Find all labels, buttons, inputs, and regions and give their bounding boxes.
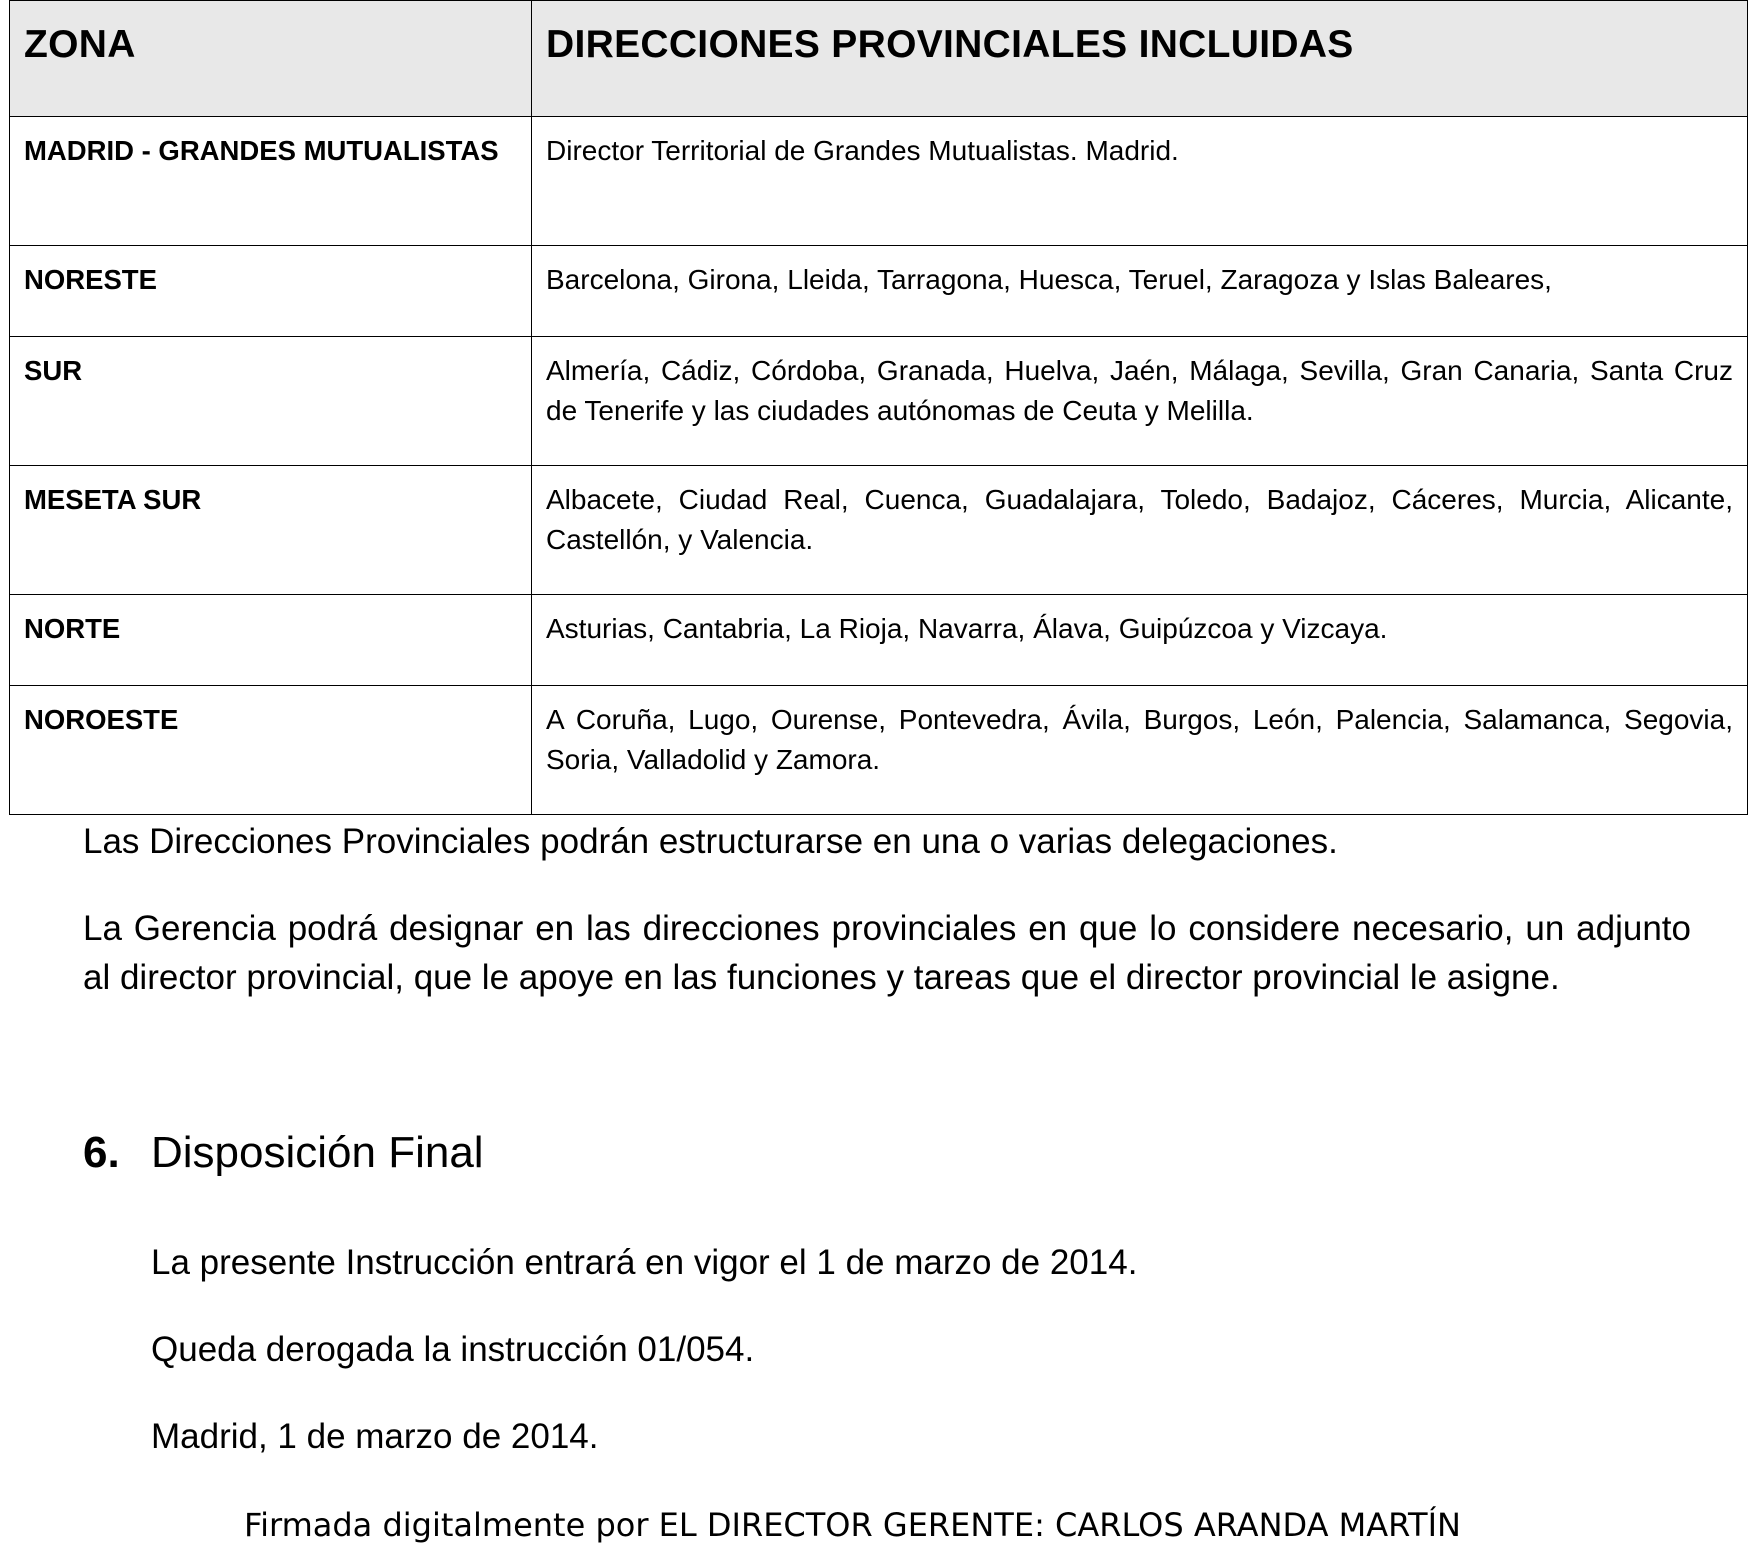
- section-number: 6.: [83, 1128, 120, 1177]
- zone-provinces: Asturias, Cantabria, La Rioja, Navarra, Álava, Guipúzcoa y Vizcaya.: [532, 595, 1748, 686]
- section-line-vigor: La presente Instrucción entrará en vigor el 1 de marzo de 2014.: [151, 1243, 1138, 1282]
- paragraph-delegaciones: Las Direcciones Provinciales podrán estructurarse en una o varias delegaciones.: [83, 822, 1338, 861]
- zones-table: [9, 0, 1748, 815]
- section-line-derogada: Queda derogada la instrucción 01/054.: [151, 1330, 755, 1369]
- table-row: [10, 337, 1748, 466]
- zone-provinces: A Coruña, Lugo, Ourense, Pontevedra, Ávila, Burgos, León, Palencia, Salamanca, Segovia, Soria, Valladolid y Zamora.: [532, 686, 1748, 815]
- table-header-row: [10, 1, 1748, 117]
- zone-provinces: Director Territorial de Grandes Mutualistas. Madrid.: [532, 117, 1748, 246]
- zone-name: MESETA SUR: [10, 466, 532, 595]
- digital-signature: Firmada digitalmente por EL DIRECTOR GERENTE: CARLOS ARANDA MARTÍN: [244, 1506, 1461, 1544]
- section-line-fecha: Madrid, 1 de marzo de 2014.: [151, 1417, 599, 1456]
- table-row: [10, 595, 1748, 686]
- table-row: [10, 246, 1748, 337]
- table-row: [10, 117, 1748, 246]
- zone-name: MADRID - GRANDES MUTUALISTAS: [10, 117, 532, 246]
- table-row: [10, 466, 1748, 595]
- zone-provinces: Albacete, Ciudad Real, Cuenca, Guadalajara, Toledo, Badajoz, Cáceres, Murcia, Alicante, Castellón, y Valencia.: [532, 466, 1748, 595]
- zone-name: NORTE: [10, 595, 532, 686]
- section-title: Disposición Final: [151, 1128, 484, 1177]
- zone-provinces: Barcelona, Girona, Lleida, Tarragona, Huesca, Teruel, Zaragoza y Islas Baleares,: [532, 246, 1748, 337]
- table-row: [10, 686, 1748, 815]
- header-zona: ZONA: [10, 1, 532, 117]
- zone-name: NORESTE: [10, 246, 532, 337]
- zone-name: SUR: [10, 337, 532, 466]
- zone-provinces: Almería, Cádiz, Córdoba, Granada, Huelva, Jaén, Málaga, Sevilla, Gran Canaria, Santa Cruz de Tenerife y las ciudades autónomas de Ceuta y Melilla.: [532, 337, 1748, 466]
- header-direcciones: DIRECCIONES PROVINCIALES INCLUIDAS: [532, 1, 1748, 117]
- zone-name: NOROESTE: [10, 686, 532, 815]
- section-heading: [83, 1128, 484, 1178]
- paragraph-adjunto: La Gerencia podrá designar en las direcciones provinciales en que lo considere necesario, un adjunto al director provincial, que le apoye en las funciones y tareas que el director provincial le asigne.: [83, 909, 1691, 997]
